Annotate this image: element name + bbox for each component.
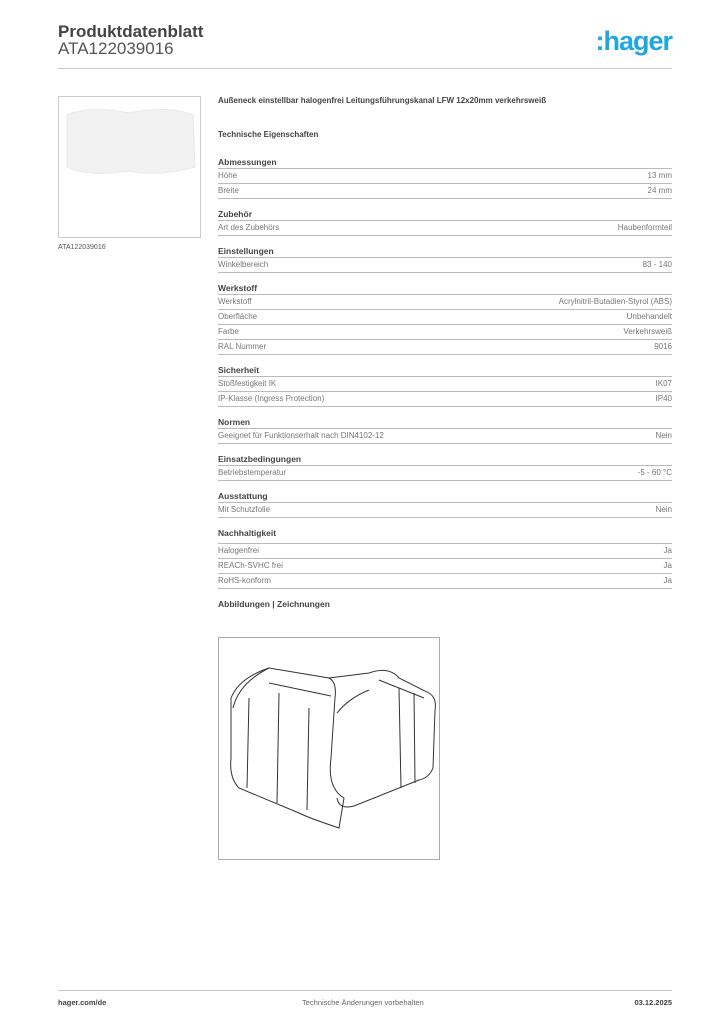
product-title: Außeneck einstellbar halogenfrei Leitungsführungskanal LFW 12x20mm verkehrsweiß [218, 96, 547, 105]
page-title: Produktdatenblatt [58, 22, 204, 41]
spec-value: Nein [655, 505, 672, 514]
spec-row [218, 544, 672, 559]
spec-value: Acrylnitril-Butadien-Styrol (ABS) [558, 297, 672, 306]
spec-row [218, 392, 672, 407]
spec-label: Betriebstemperatur [218, 468, 287, 477]
spec-value: Ja [663, 546, 672, 555]
spec-label: Winkelbereich [218, 260, 269, 269]
spec-value: IK07 [655, 379, 672, 388]
spec-row [218, 574, 672, 589]
spec-label: Mit Schutzfolie [218, 505, 271, 514]
footer-website[interactable]: hager.com/de [58, 998, 107, 1007]
article-number: ATA122039016 [58, 39, 174, 58]
drawings-heading: Abbildungen | Zeichnungen [218, 599, 330, 609]
spec-label: REACh-SVHC frei [218, 561, 283, 570]
spec-label: Oberfläche [218, 312, 258, 321]
spec-value: 24 mm [647, 186, 672, 195]
spec-row [218, 169, 672, 184]
spec-label: Höhe [218, 171, 238, 180]
spec-label: Halogenfrei [218, 546, 259, 555]
spec-label: Stoßfestigkeit IK [218, 379, 277, 388]
spec-row [218, 377, 672, 392]
spec-section [218, 245, 672, 273]
spec-section [218, 490, 672, 518]
section-heading: Abmessungen [218, 156, 672, 169]
spec-row [218, 466, 672, 481]
spec-value: IP40 [655, 394, 672, 403]
section-heading: Einsatzbedingungen [218, 453, 672, 466]
product-image [58, 96, 201, 238]
technical-drawing [218, 637, 440, 860]
spec-label: RAL Nummer [218, 342, 267, 351]
spec-content [218, 96, 672, 609]
spec-section [218, 282, 672, 355]
spec-row [218, 325, 672, 340]
spec-section [218, 156, 672, 199]
spec-row [218, 429, 672, 444]
spec-section [218, 453, 672, 481]
spec-label: Art des Zubehörs [218, 223, 280, 232]
spec-section [218, 364, 672, 407]
spec-value: Haubenformteil [617, 223, 672, 232]
spec-row [218, 310, 672, 325]
footer-disclaimer: Technische Änderungen vorbehalten [302, 998, 424, 1007]
spec-value: Nein [655, 431, 672, 440]
spec-section [218, 208, 672, 236]
section-heading: Nachhaltigkeit [218, 527, 672, 544]
section-heading: Ausstattung [218, 490, 672, 503]
spec-value: Ja [663, 576, 672, 585]
spec-row [218, 221, 672, 236]
spec-label: Werkstoff [218, 297, 252, 306]
section-heading: Werkstoff [218, 282, 672, 295]
spec-label: Farbe [218, 327, 239, 336]
spec-row [218, 258, 672, 273]
section-heading: Normen [218, 416, 672, 429]
spec-label: IP-Klasse (Ingress Protection) [218, 394, 325, 403]
spec-value: Ja [663, 561, 672, 570]
spec-label: Geeignet für Funktionserhalt nach DIN4102-12 [218, 431, 384, 440]
header-divider [58, 68, 672, 69]
spec-value: Verkehrsweiß [623, 327, 672, 336]
spec-value: 9016 [654, 342, 672, 351]
spec-label: Breite [218, 186, 239, 195]
tech-heading: Technische Eigenschaften [218, 130, 319, 139]
section-heading: Einstellungen [218, 245, 672, 258]
section-heading: Zubehör [218, 208, 672, 221]
footer-divider [58, 990, 672, 991]
spec-value: 83 - 140 [642, 260, 672, 269]
thumbnail-caption: ATA122039016 [58, 244, 106, 251]
spec-section [218, 527, 672, 589]
spec-label: RoHS-konform [218, 576, 271, 585]
spec-row [218, 184, 672, 199]
spec-row [218, 559, 672, 574]
spec-value: 13 mm [647, 171, 672, 180]
hager-logo: :hager [595, 26, 672, 56]
spec-value: -5 - 60 °C [637, 468, 672, 477]
spec-section [218, 416, 672, 444]
spec-row [218, 295, 672, 310]
spec-row [218, 340, 672, 355]
footer-date: 03.12.2025 [634, 998, 672, 1007]
section-heading: Sicherheit [218, 364, 672, 377]
spec-row [218, 503, 672, 518]
spec-value: Unbehandelt [626, 312, 672, 321]
